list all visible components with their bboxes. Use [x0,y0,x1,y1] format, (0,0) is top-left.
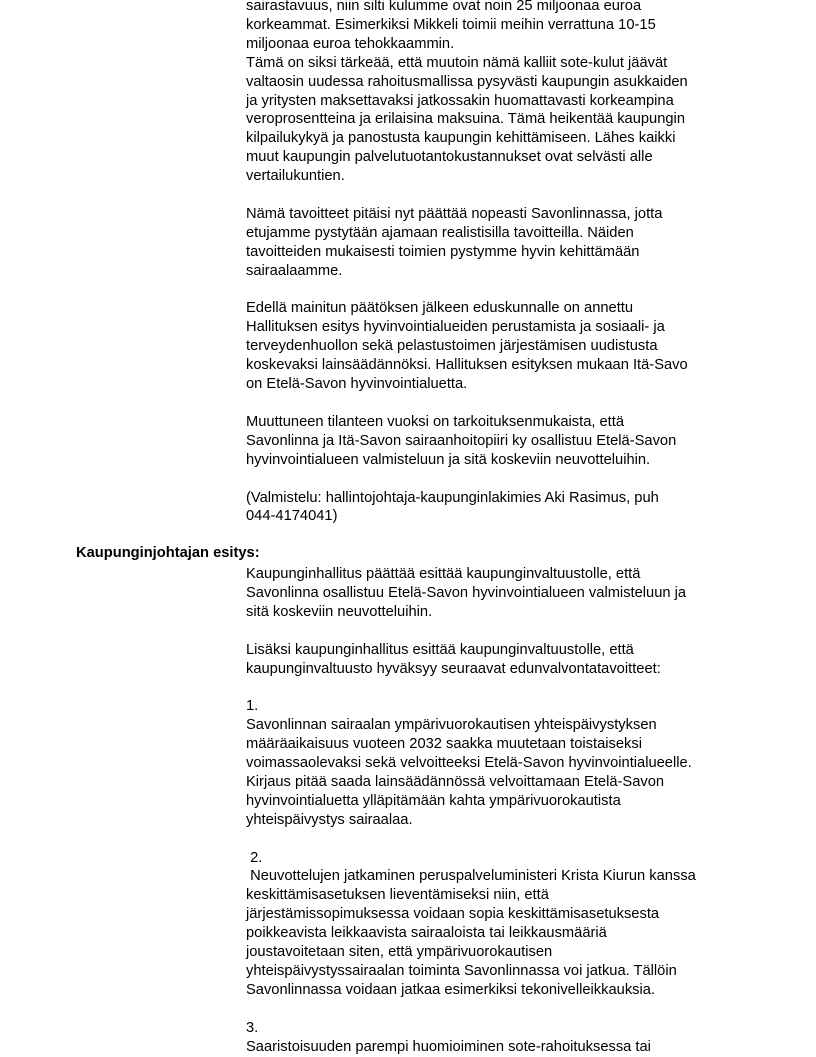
list-item-number: 3. [246,1019,259,1036]
list-item-number: 2. [246,849,263,866]
text-line: järjestämissopimuksessa voidaan sopia keskittämisasetuksesta [246,906,660,923]
section-heading-proposal: Kaupunginjohtajan esitys: [76,545,260,561]
text-line: (Valmistelu: hallintojohtaja-kaupunginlakimies Aki Rasimus, puh [246,489,659,506]
text-line: miljoonaa euroa tehokkaammin. [246,35,455,52]
text-line: yhteispäivystyssairaalan toiminta Savonlinnassa voi jatkua. Tällöin [246,962,677,979]
text-line: kaupunginvaltuusto hyväksyy seuraavat edunvalvontatavoitteet: [246,660,661,677]
text-line: korkeammat. Esimerkiksi Mikkeli toimii meihin verrattuna 10-15 [246,16,656,33]
text-line: Edellä mainitun päätöksen jälkeen eduskunnalle on annettu [246,300,634,317]
text-line: tavoitteiden mukaisesti toimien pystymme hyvin kehittämään [246,243,640,260]
paragraph-proposal-2 [246,641,746,679]
text-line: Saaristoisuuden parempi huomioiminen sote-rahoituksessa tai [246,1038,651,1055]
text-line: hyvinvointialueen valmisteluun ja sitä koskeviin neuvotteluihin. [246,451,651,468]
text-line: voimassaolevaksi sekä velvoitteeksi Etelä-Savon hyvinvointialueelle. [246,755,692,772]
text-line: vertailukuntien. [246,168,345,185]
paragraph-proposal-1 [246,565,746,622]
paragraph-goals [246,205,746,281]
paragraph-gap [246,830,746,849]
text-line: on Etelä-Savon hyvinvointialuetta. [246,376,468,393]
text-line: poikkeavista leikkaavista sairaaloista tai leikkausmääriä [246,925,607,942]
body-text-top [246,0,746,526]
text-line: hyvinvointialuetta ylläpitämään kahta ympärivuorokautista [246,792,621,809]
text-line: Tämä on siksi tärkeää, että muutoin nämä kalliit sote-kulut jäävät [246,54,668,71]
text-line: kilpailukykyä ja panostusta kaupungin kehittämiseen. Lähes kaikki [246,130,676,147]
text-line: keskittämisasetuksen lieventämiseksi niin, että [246,887,549,904]
text-line: Muuttuneen tilanteen vuoksi on tarkoituksenmukaista, että [246,413,625,430]
paragraph-gap [246,281,746,300]
text-line: Savonlinna ja Itä-Savon sairaanhoitopiiri ky osallistuu Etelä-Savon [246,432,677,449]
list-item-number: 1. [246,698,259,715]
body-text-proposal [246,565,746,1057]
text-line: Savonlinnassa voidaan jatkaa esimerkiksi tekonivelleikkauksia. [246,981,656,998]
text-line: ja yritysten maksettavaksi jatkossakin huomattavasti korkeampina [246,92,674,109]
text-line: Lisäksi kaupunginhallitus esittää kaupunginvaltuustolle, että [246,641,634,658]
list-item-1 [246,697,746,829]
text-line: Kaupunginhallitus päättää esittää kaupunginvaltuustolle, että [246,566,641,582]
text-line: määräaikaisuus vuoteen 2032 saakka muutetaan toistaiseksi [246,736,642,753]
paragraph-gap [246,470,746,489]
paragraph-gap [246,678,746,697]
text-line: Savonlinnan sairaalan ympärivuorokautisen yhteispäivystyksen [246,717,657,734]
text-line: veroprosentteina ja erilaisina maksuina. Tämä heikentää kaupungin [246,111,685,128]
list-item-2 [246,849,746,1000]
text-line: Kirjaus pitää saada lainsäädännössä velvoittamaan Etelä-Savon [246,773,665,790]
paragraph-gap [246,186,746,205]
paragraph-gap [246,394,746,413]
text-line: Hallituksen esitys hyvinvointialueiden perustamista ja sosiaali- ja [246,319,665,336]
text-line: koskevaksi lainsäädännöksi. Hallituksen esityksen mukaan Itä-Savo [246,357,688,374]
text-line: valtaosin uudessa rahoitusmallissa pysyvästi kaupungin asukkaiden [246,73,688,90]
text-line: Neuvottelujen jatkaminen peruspalveluministeri Krista Kiurun kanssa [246,868,696,885]
paragraph-gap [246,1000,746,1019]
text-line: sairaalaamme. [246,262,343,279]
text-line: 044-4174041) [246,508,338,525]
paragraph-costs [246,0,746,186]
text-line: terveydenhuollon sekä pelastustoimen järjestämisen uudistusta [246,338,658,355]
paragraph-government-bill [246,299,746,394]
paragraph-preparation [246,489,746,527]
text-line: sairastavuus, niin silti kulumme ovat noin 25 miljoonaa euroa [246,0,642,14]
list-item-3 [246,1019,746,1057]
paragraph-gap [246,622,746,641]
text-line: yhteispäivystys sairaalaa. [246,811,413,828]
text-line: joustavoitetaan siten, että ympärivuorokautisen [246,944,553,961]
text-line: Nämä tavoitteet pitäisi nyt päättää nopeasti Savonlinnassa, jotta [246,205,663,222]
paragraph-changed-situation [246,413,746,470]
text-line: muut kaupungin palvelutuotantokustannukset ovat selvästi alle [246,149,653,166]
text-line: sitä koskeviin neuvotteluihin. [246,603,433,620]
text-line: etujamme pystytään ajamaan realistisilla tavoitteilla. Näiden [246,224,634,241]
text-line: Savonlinna osallistuu Etelä-Savon hyvinvointialueen valmisteluun ja [246,584,687,601]
